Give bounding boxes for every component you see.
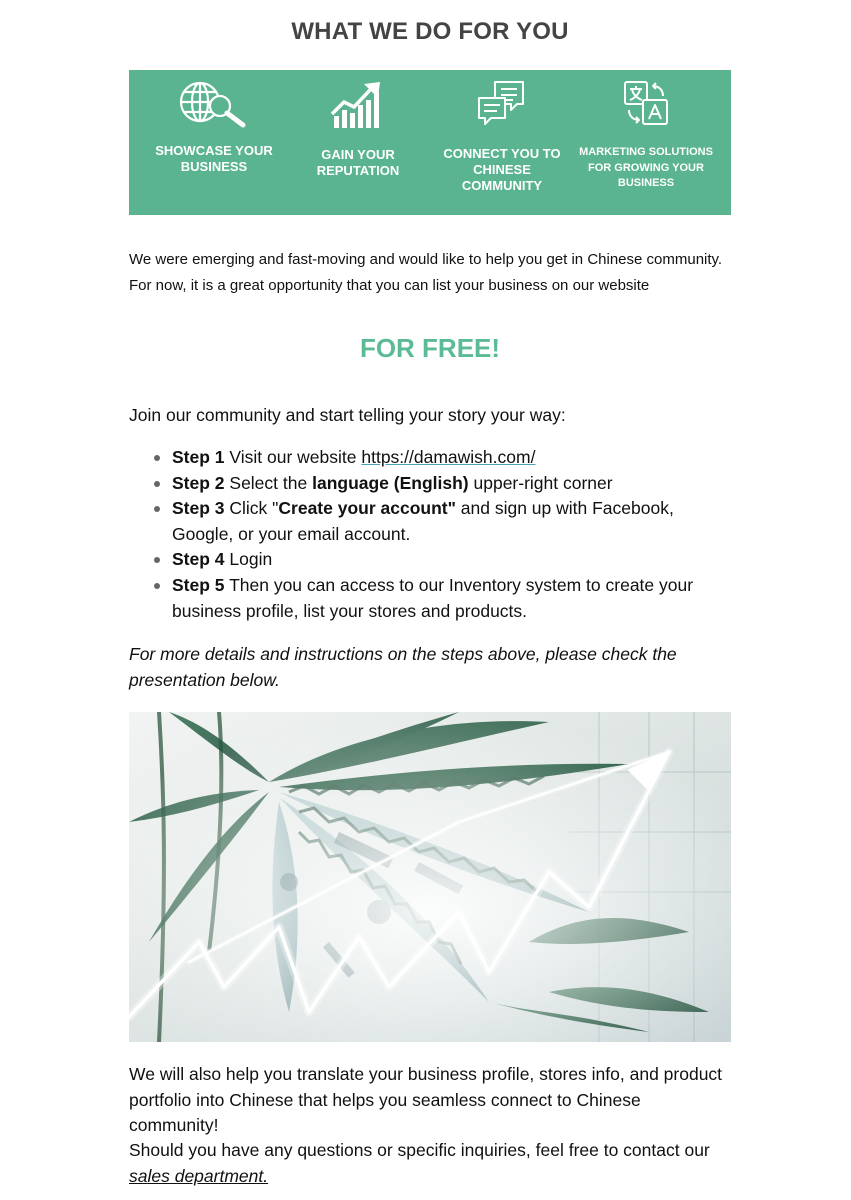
list-item [129,471,731,497]
feature-showcase [139,70,289,215]
list-item [129,496,731,547]
list-item [129,573,731,624]
step-label: Step 2 [172,472,225,493]
translate-icon [621,78,671,128]
sales-department-link[interactable]: sales department. [129,1165,269,1186]
step-emphasis: language (English) [312,472,469,493]
step-label: Step 1 [172,447,225,467]
feature-marketing [571,70,721,215]
intro-paragraph [129,247,731,299]
contact-paragraph [129,1138,731,1189]
hero-illustration [129,712,731,1042]
step-emphasis: Create your account" [278,498,456,519]
cannabis-money-growth-photo [129,712,731,1042]
contact-text: Should you have any questions or specific inquiries, feel free to contact our [129,1140,710,1160]
growth-chart-icon [330,80,386,130]
step-text: Login [224,549,273,570]
step-text: Select the [224,472,313,493]
list-item [129,445,731,471]
free-highlight: FOR FREE! [359,333,501,363]
intro-line: For now, it is a great opportunity that you can list your business on our website [129,277,650,294]
feature-label: CONNECT YOU TO CHINESE COMMUNITY [443,146,561,193]
steps-list [129,445,731,624]
translation-paragraph: We will also help you translate your business profile, stores info, and product portfolio into Chinese that helps you seamless connect to Chinese community! [129,1064,723,1136]
feature-label: MARKETING SOLUTIONS FOR GROWING YOUR BUSINESS [579,146,713,189]
step-text: and sign up with Facebook, Google, or your email account. [172,498,674,544]
feature-label: SHOWCASE YOUR BUSINESS [155,143,273,174]
step-label: Step 5 [172,574,225,595]
feature-reputation [283,70,433,215]
join-heading: Join our community and start telling your story your way: [129,405,566,425]
step-text: Click " [224,498,279,519]
globe-search-icon [178,80,250,128]
step-text: Then you can access to our Inventory system to create your business profile, list your stores and products. [172,574,694,621]
step-label: Step 4 [172,549,225,570]
feature-label: GAIN YOUR REPUTATION [316,147,400,178]
page-title: WHAT WE DO FOR YOU [291,18,569,45]
step-label: Step 3 [172,498,225,519]
presentation-note: For more details and instructions on the steps above, please check the presentation below. [129,644,677,690]
feature-connect [427,70,577,215]
chat-bubbles-icon [477,80,527,128]
step-text: Visit our website [224,447,362,467]
intro-line: We were emerging and fast-moving and would like to help you get in Chinese community. [129,251,723,268]
services-banner [129,70,731,215]
list-item [129,547,731,573]
step-text: upper-right corner [468,472,613,493]
website-link[interactable]: https://damawish.com/ [361,447,536,467]
